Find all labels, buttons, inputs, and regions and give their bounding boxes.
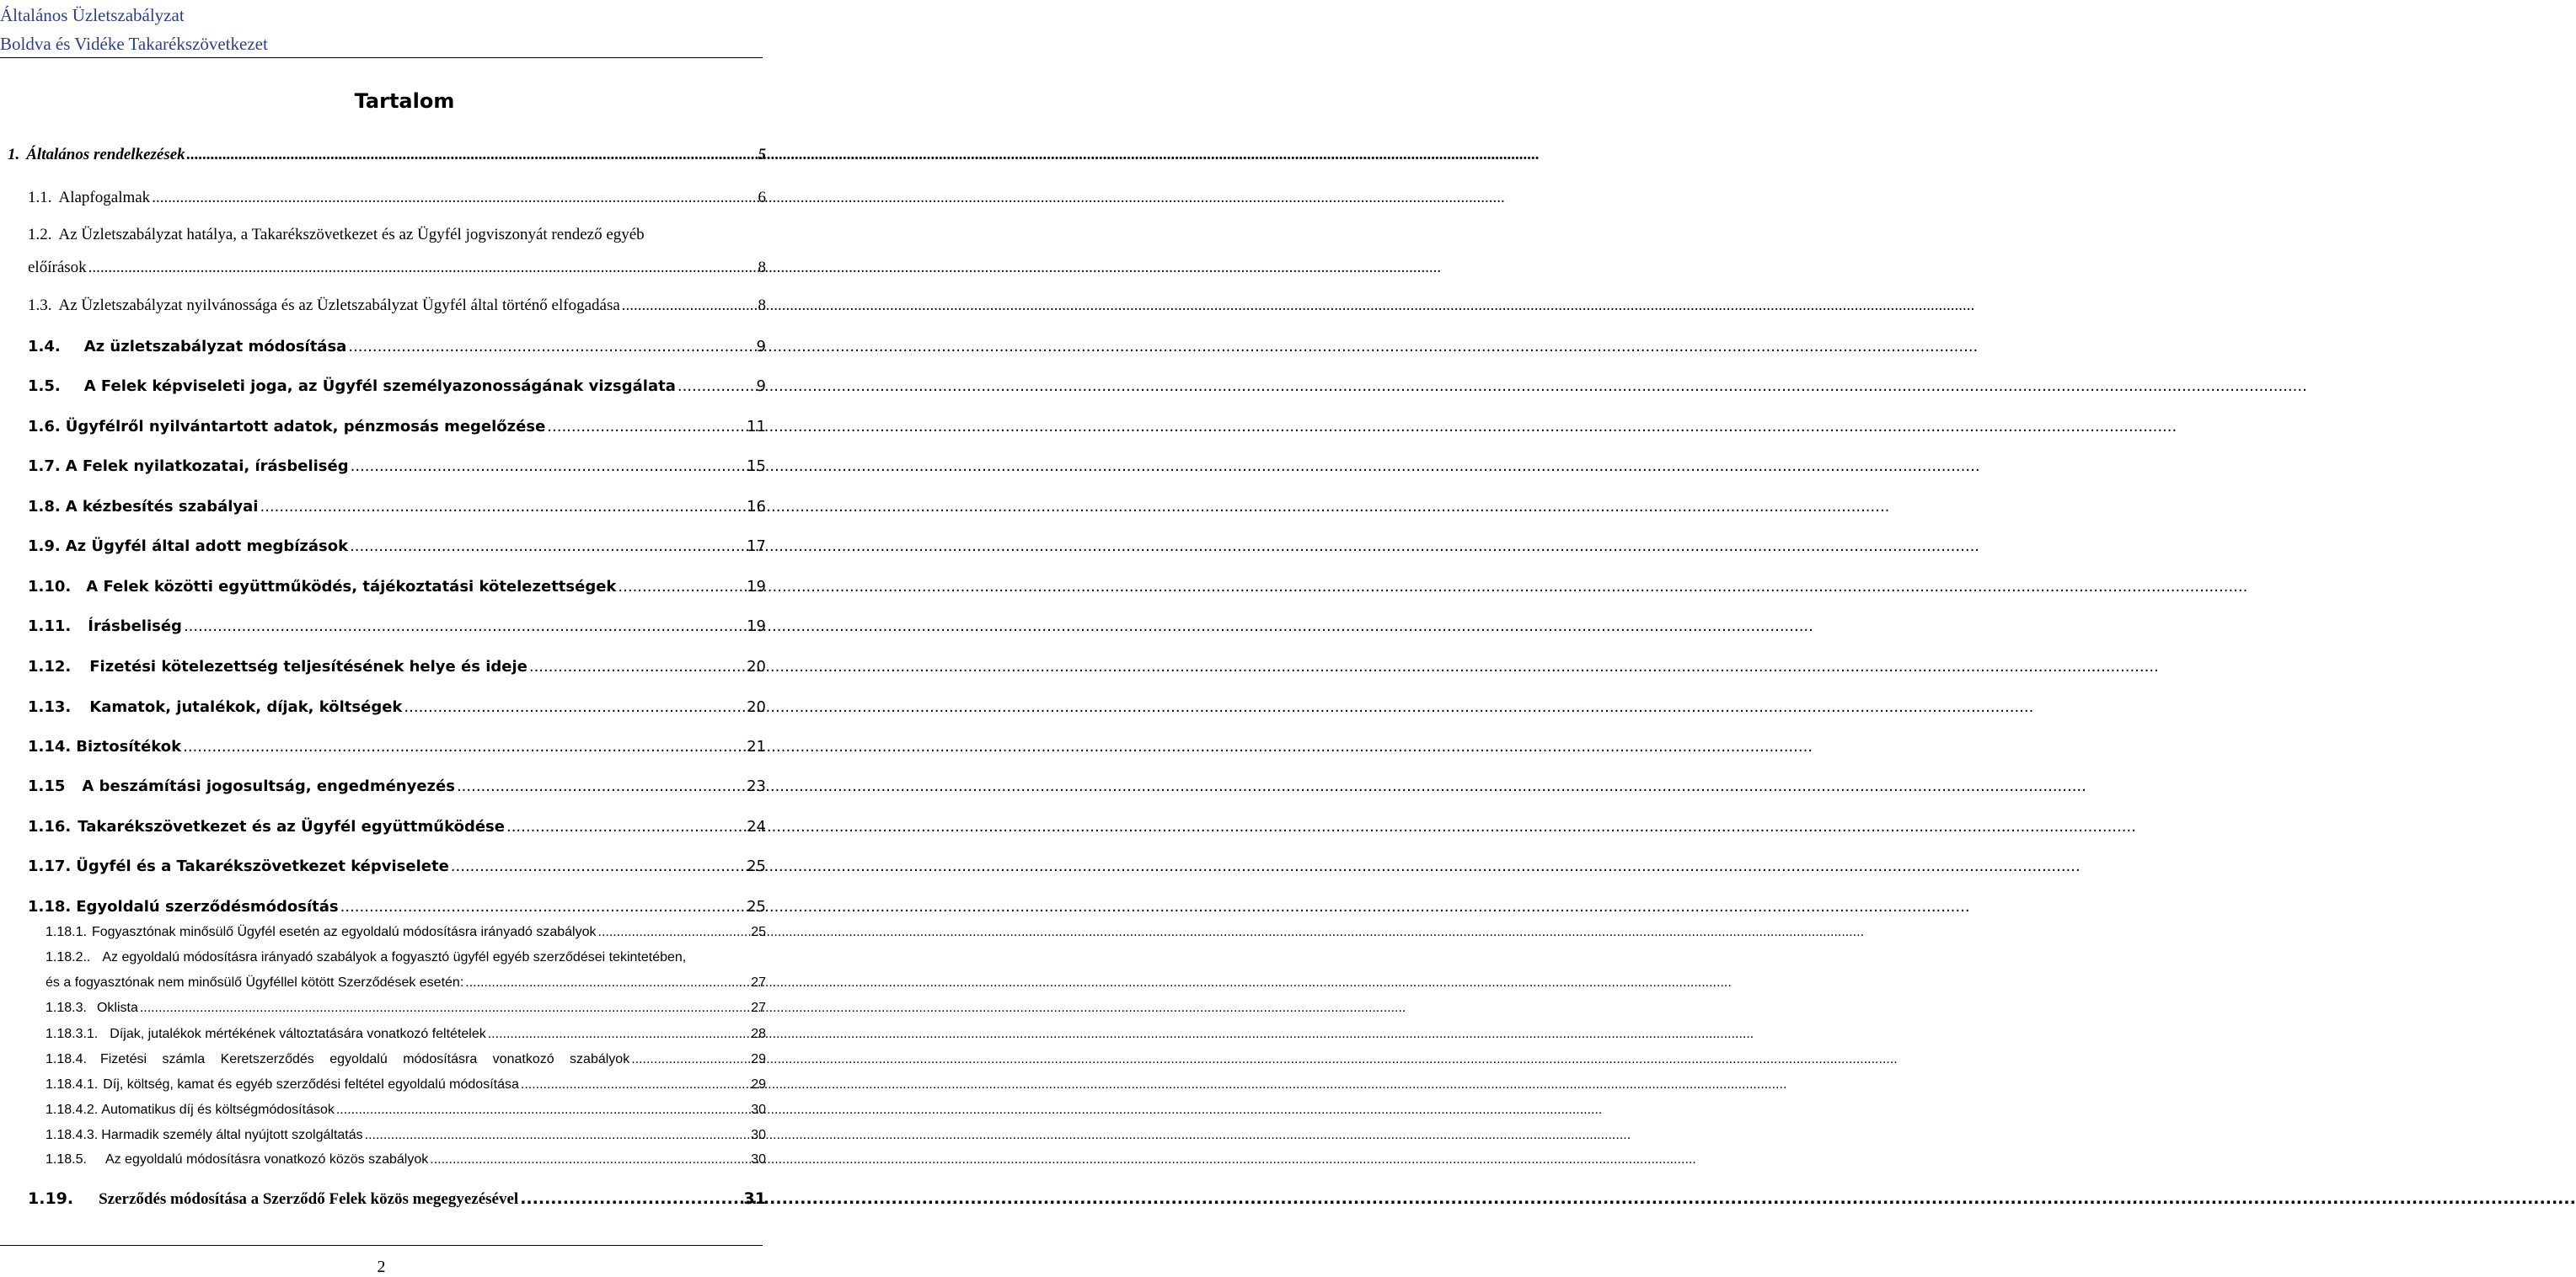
toc-entry-page: 17 xyxy=(747,537,766,555)
page-number: 2 xyxy=(377,1258,386,1276)
toc-leader xyxy=(488,1027,749,1042)
toc-entry[interactable] xyxy=(46,1027,766,1042)
toc-entry-number: 1.18.1. xyxy=(46,925,87,939)
toc-entry-page: 11 xyxy=(747,418,766,435)
toc-entry-title: A Felek képviseleti joga, az Ügyfél személyazonosságának vizsgálata xyxy=(83,377,676,395)
toc-entry-number: 1.12. xyxy=(28,658,72,676)
toc-entry-title: Szerződés módosítása a Szerződő Felek közös megegyezésével xyxy=(99,1190,519,1208)
toc-entry-title: Oklista xyxy=(96,1001,138,1015)
toc-entry[interactable] xyxy=(46,1077,766,1093)
toc-entry-page: 30 xyxy=(751,1128,766,1142)
toc-entry-page: 23 xyxy=(747,777,766,795)
toc-entry-number: 1.1. xyxy=(28,189,52,206)
header-organization: Boldva és Vidéke Takarékszövetkezet xyxy=(0,34,268,54)
toc-entry-page: 15 xyxy=(747,457,766,475)
toc-leader xyxy=(457,777,745,795)
toc-entry-number: 1.19. xyxy=(28,1189,74,1208)
toc-entry-number: 1.18.5. xyxy=(46,1152,87,1167)
toc-entry-page: 29 xyxy=(751,1077,766,1092)
toc-entry-number: 1.8. xyxy=(28,498,61,516)
toc-entry-page: 29 xyxy=(751,1052,766,1066)
toc-entry-number: 1.18.3.1. xyxy=(46,1027,99,1041)
header-document-title: Általános Üzletszabályzat xyxy=(0,5,185,25)
toc-entry-title-continued: előírások xyxy=(28,259,87,276)
toc-leader xyxy=(351,457,745,475)
toc-leader xyxy=(451,858,745,875)
toc-leader xyxy=(152,189,756,207)
toc-entry-number: 1.2. xyxy=(28,226,52,243)
toc-entry[interactable] xyxy=(46,1001,766,1016)
toc-entry-title: Ügyfélről nyilvántartott adatok, pénzmosás megelőzése xyxy=(65,418,546,435)
toc-leader xyxy=(404,698,745,716)
toc-entry[interactable] xyxy=(28,297,766,315)
toc-entry-page: 19 xyxy=(747,617,766,635)
toc-entry-title: Az Ügyfél által adott megbízások xyxy=(65,537,349,555)
toc-entry-number: 1.18.4.1. xyxy=(46,1077,99,1092)
toc-entry-number: 1.10. xyxy=(28,578,72,596)
toc-leader xyxy=(348,338,754,355)
toc-entry[interactable] xyxy=(28,338,766,355)
toc-leader xyxy=(631,1052,749,1067)
toc-entry-number: 1.18.3. xyxy=(46,1001,87,1015)
toc-entry[interactable] xyxy=(46,1103,766,1118)
toc-leader xyxy=(622,297,757,315)
toc-entry-number: 1.14. xyxy=(28,738,72,756)
toc-entry-page: 24 xyxy=(747,818,766,836)
toc-entry-page: 30 xyxy=(751,1103,766,1117)
toc-leader xyxy=(547,418,745,435)
toc-entry-number: 1.11. xyxy=(28,617,72,635)
toc-entry-number: 1.16. xyxy=(28,818,72,836)
toc-leader xyxy=(521,1077,749,1093)
toc-entry-title: Fizetési kötelezettség teljesítésének helye és ideje xyxy=(89,658,528,676)
toc-entry-page: 21 xyxy=(747,738,766,756)
toc-entry-page: 27 xyxy=(751,1001,766,1015)
toc-entry-number: 1.7. xyxy=(28,457,61,475)
toc-entry-number: 1.18.4.2. xyxy=(46,1103,99,1117)
toc-entry-page: 30 xyxy=(751,1152,766,1167)
toc-entry-page: 31 xyxy=(743,1189,766,1208)
toc-leader xyxy=(88,259,757,277)
toc-entry[interactable] xyxy=(28,498,766,516)
toc-entry-number: 1.3. xyxy=(28,297,52,314)
toc-leader xyxy=(677,377,755,395)
toc-entry-number: 1.18.4. xyxy=(46,1052,87,1066)
toc-entry-title: A Felek közötti együttműködés, tájékoztatási kötelezettségek xyxy=(86,578,617,596)
toc-entry-title: Takarékszövetkezet és az Ügyfél együttműködése xyxy=(78,818,505,836)
toc-entry-title: Az üzletszabályzat módosítása xyxy=(83,338,347,355)
toc-entry-page: 9 xyxy=(756,338,766,355)
toc-entry-title: Biztosítékok xyxy=(76,738,182,756)
toc-entry-number: 1.18. xyxy=(28,898,72,916)
footer-rule xyxy=(0,1245,763,1246)
toc-entry-title: A beszámítási jogosultság, engedményezés xyxy=(82,777,455,795)
toc-entry[interactable] xyxy=(46,1152,766,1167)
toc-entry-continuation[interactable] xyxy=(46,975,766,991)
toc-entry[interactable] xyxy=(28,418,766,435)
toc-entry[interactable] xyxy=(46,1128,766,1143)
toc-leader xyxy=(350,537,745,555)
toc-leader xyxy=(465,975,749,991)
toc-entry[interactable] xyxy=(28,617,766,635)
toc-entry[interactable] xyxy=(28,189,766,207)
toc-entry[interactable] xyxy=(28,858,766,875)
toc-entry-title: Harmadik személy által nyújtott szolgáltatás xyxy=(101,1128,363,1142)
toc-leader xyxy=(140,1001,749,1016)
toc-entry[interactable] xyxy=(28,457,766,475)
toc-entry[interactable] xyxy=(46,925,766,940)
toc-entry-number: 1.18.2.. xyxy=(46,950,91,964)
toc-entry-title: Díj, költség, kamat és egyéb szerződési feltétel egyoldalú módosítása xyxy=(103,1077,519,1092)
toc-entry[interactable] xyxy=(28,658,766,676)
toc-leader xyxy=(187,146,757,164)
toc-entry-title: A kézbesítés szabályai xyxy=(65,498,259,516)
toc-entry-page: 20 xyxy=(747,658,766,676)
toc-entry-page: 8 xyxy=(758,297,766,314)
toc-leader xyxy=(260,498,745,516)
toc-entry-page: 16 xyxy=(747,498,766,516)
toc-entry-number: 1.15 xyxy=(28,777,66,795)
toc-leader xyxy=(506,818,745,836)
toc-entry-title-continued: és a fogyasztónak nem minősülő Ügyféllel kötött Szerződések esetén: xyxy=(46,975,464,990)
toc-entry-title: Kamatok, jutalékok, díjak, költségek xyxy=(89,698,403,716)
toc-entry-page: 28 xyxy=(751,1027,766,1041)
toc-entry-title: Fizetési számla Keretszerződés egyoldalú módosításra vonatkozó szabályok xyxy=(99,1052,630,1066)
toc-entry[interactable] xyxy=(28,738,766,756)
toc-entry-title: Díjak, jutalékok mértékének változtatására vonatkozó feltételek xyxy=(110,1027,486,1041)
toc-entry-number: 1.6. xyxy=(28,418,61,435)
toc-leader xyxy=(529,658,745,676)
toc-entry-number: 1. xyxy=(8,146,20,163)
toc-leader xyxy=(184,617,745,635)
toc-leader xyxy=(336,1103,749,1118)
toc-entry-title: Az Üzletszabályzat hatálya, a Takarékszövetkezet és az Ügyfél jogviszonyát rendező egyéb xyxy=(58,226,645,243)
toc-entry-number: 1.17. xyxy=(28,858,72,875)
toc-entry[interactable] xyxy=(46,1052,766,1067)
toc-entry[interactable] xyxy=(28,698,766,716)
toc-entry[interactable] xyxy=(46,950,766,965)
toc-entry[interactable] xyxy=(28,578,766,596)
toc-leader xyxy=(598,925,750,940)
toc-entry[interactable] xyxy=(28,1189,766,1209)
toc-entry-title: Írásbeliség xyxy=(88,617,182,635)
toc-leader xyxy=(183,738,745,756)
toc-entry[interactable] xyxy=(28,537,766,555)
toc-entry-title: Fogyasztónak minősülő Ügyfél esetén az egyoldalú módosításra irányadó szabályok xyxy=(91,925,597,939)
toc-title: Tartalom xyxy=(354,89,455,113)
toc-entry-continuation[interactable] xyxy=(28,259,766,277)
toc-entry-page: 19 xyxy=(747,578,766,596)
toc-entry[interactable] xyxy=(28,777,766,795)
toc-entry-page: 27 xyxy=(751,975,766,990)
toc-entry-title: Egyoldalú szerződésmódosítás xyxy=(76,898,339,916)
toc-entry-title: Az Üzletszabályzat nyilvánossága és az Üzletszabályzat Ügyfél által történő elfogadása xyxy=(58,297,620,314)
header-rule xyxy=(0,57,763,58)
toc-entry-page: 6 xyxy=(758,189,766,206)
toc-leader xyxy=(365,1128,750,1143)
toc-entry-number: 1.18.4.3. xyxy=(46,1128,99,1142)
toc-entry-page: 25 xyxy=(747,858,766,875)
toc-entry[interactable] xyxy=(8,146,766,164)
toc-entry-title: Ügyfél és a Takarékszövetkezet képviselete xyxy=(76,858,449,875)
toc-entry-number: 1.5. xyxy=(28,377,61,395)
toc-entry-page: 5 xyxy=(758,146,766,163)
toc-entry-title: Az egyoldalú módosításra vonatkozó közös szabályok xyxy=(104,1152,429,1167)
toc-entry[interactable] xyxy=(28,818,766,836)
toc-entry-number: 1.4. xyxy=(28,338,61,355)
toc-entry-page: 9 xyxy=(756,377,766,395)
toc-entry-title: Alapfogalmak xyxy=(58,189,151,206)
toc-entry-number: 1.9. xyxy=(28,537,61,555)
toc-entry[interactable] xyxy=(28,898,766,916)
toc-leader xyxy=(520,1189,742,1208)
toc-entry-page: 8 xyxy=(758,259,766,276)
toc-leader xyxy=(430,1152,749,1167)
toc-entry-title: Automatikus díj és költségmódosítások xyxy=(101,1103,335,1117)
toc-entry-page: 20 xyxy=(747,698,766,716)
toc-entry-title: Általános rendelkezések xyxy=(26,146,185,163)
toc-leader xyxy=(340,898,745,916)
toc-entry-page: 25 xyxy=(751,925,766,939)
toc-entry-page: 25 xyxy=(747,898,766,916)
toc-entry-number: 1.13. xyxy=(28,698,72,716)
toc-entry-title: Az egyoldalú módosításra irányadó szabályok a fogyasztó ügyfél egyéb szerződései tekintetében, xyxy=(102,950,687,964)
toc-entry-title: A Felek nyilatkozatai, írásbeliség xyxy=(65,457,349,475)
toc-leader xyxy=(618,578,745,596)
toc-entry[interactable] xyxy=(28,226,766,244)
toc-entry[interactable] xyxy=(28,377,766,395)
